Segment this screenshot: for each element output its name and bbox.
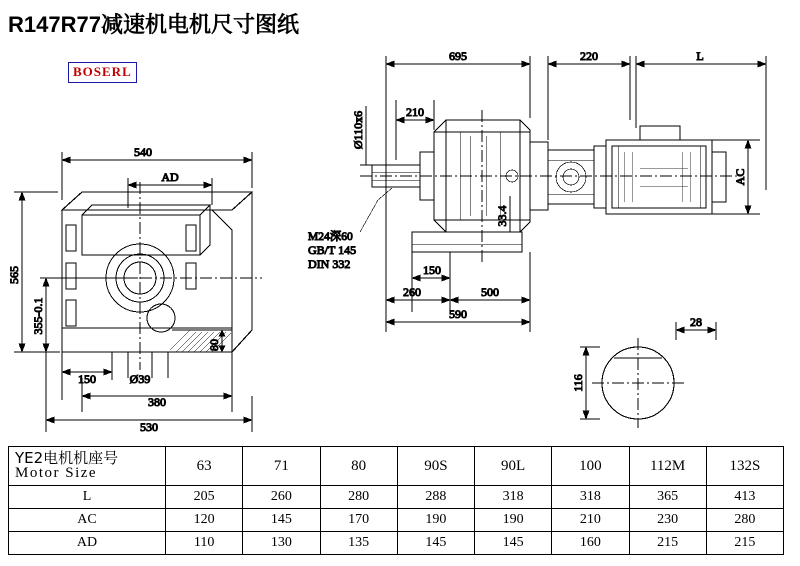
svg-text:150: 150 xyxy=(423,263,441,277)
table-cell: 190 xyxy=(397,509,474,532)
table-cell: 280 xyxy=(320,486,397,509)
motor-size-table xyxy=(8,446,784,555)
svg-text:DIN 332: DIN 332 xyxy=(308,257,351,271)
brand-logo: BOSERL xyxy=(68,62,137,83)
table-cell: 230 xyxy=(629,509,706,532)
table-cell: 205 xyxy=(166,486,243,509)
table-cell: 215 xyxy=(629,532,706,555)
table-cell: 318 xyxy=(475,486,552,509)
table-cell: 280 xyxy=(706,509,783,532)
table-cell: 190 xyxy=(475,509,552,532)
svg-text:80: 80 xyxy=(207,339,221,351)
table-row-ac xyxy=(9,509,784,532)
table-cell: 160 xyxy=(552,532,629,555)
svg-text:260: 260 xyxy=(403,285,421,299)
svg-text:210: 210 xyxy=(406,105,424,119)
svg-text:590: 590 xyxy=(449,307,467,321)
table-rowhead-ac: AC xyxy=(9,509,166,532)
table-cell: 110 xyxy=(166,532,243,555)
table-cell: 210 xyxy=(552,509,629,532)
table-rowhead-l: L xyxy=(9,486,166,509)
table-cell: 71 xyxy=(243,447,320,486)
table-rowhead-motor-size-cn: YE2电机机座号 xyxy=(15,449,119,467)
table-cell: 145 xyxy=(475,532,552,555)
table-row-header xyxy=(9,447,784,486)
svg-text:540: 540 xyxy=(134,145,152,159)
table-cell: 132S xyxy=(706,447,783,486)
table-rowhead-motor-size xyxy=(9,447,166,486)
svg-text:150: 150 xyxy=(78,372,96,386)
svg-text:695: 695 xyxy=(449,49,467,63)
svg-text:28: 28 xyxy=(690,315,702,329)
table-cell: 63 xyxy=(166,447,243,486)
table-cell: 288 xyxy=(397,486,474,509)
svg-text:L: L xyxy=(696,49,704,63)
svg-text:530: 530 xyxy=(140,420,158,434)
table-cell: 120 xyxy=(166,509,243,532)
table-cell: 135 xyxy=(320,532,397,555)
table-cell: 80 xyxy=(320,447,397,486)
table-cell: 260 xyxy=(243,486,320,509)
svg-text:220: 220 xyxy=(580,49,598,63)
table-cell: 100 xyxy=(552,447,629,486)
svg-text:565: 565 xyxy=(7,266,21,284)
table-cell: 90S xyxy=(397,447,474,486)
table-cell: 170 xyxy=(320,509,397,532)
svg-text:380: 380 xyxy=(148,395,166,409)
table-cell: 130 xyxy=(243,532,320,555)
svg-text:AD: AD xyxy=(161,170,179,184)
table-rowhead-ad: AD xyxy=(9,532,166,555)
table-row-l xyxy=(9,486,784,509)
svg-text:GB/T 145: GB/T 145 xyxy=(308,243,357,257)
table-row-ad xyxy=(9,532,784,555)
table-cell: 112M xyxy=(629,447,706,486)
svg-text:33.4: 33.4 xyxy=(495,205,509,227)
table-cell: 90L xyxy=(475,447,552,486)
svg-text:AC: AC xyxy=(733,168,747,186)
svg-text:116: 116 xyxy=(571,374,585,392)
table-rowhead-motor-size-en: Motor Size xyxy=(15,465,98,481)
table-cell: 145 xyxy=(397,532,474,555)
svg-text:Ø110x6: Ø110x6 xyxy=(351,110,365,150)
table-cell: 413 xyxy=(706,486,783,509)
svg-text:Ø39: Ø39 xyxy=(129,372,151,386)
svg-text:500: 500 xyxy=(481,285,499,299)
table-cell: 318 xyxy=(552,486,629,509)
table-cell: 145 xyxy=(243,509,320,532)
table-cell: 215 xyxy=(706,532,783,555)
svg-text:355-0.1: 355-0.1 xyxy=(31,297,45,335)
page-title: R147R77减速机电机尺寸图纸 xyxy=(8,12,299,37)
table-cell: 365 xyxy=(629,486,706,509)
svg-text:M24深60: M24深60 xyxy=(308,231,353,243)
